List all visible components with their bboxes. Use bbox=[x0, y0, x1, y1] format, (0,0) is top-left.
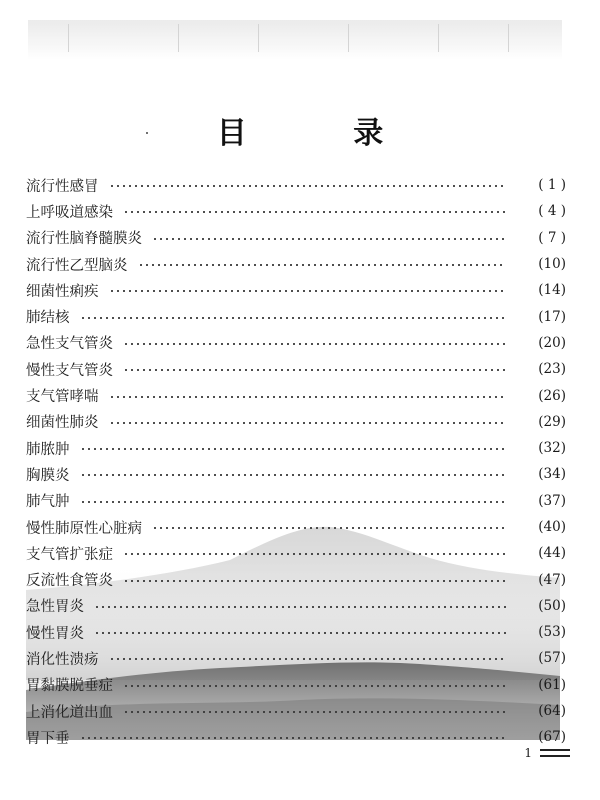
toc-entry[interactable] bbox=[26, 330, 566, 356]
toc-entry-page: ( 4 ) bbox=[538, 203, 566, 220]
toc-entry-title: 急性支气管炎 bbox=[26, 336, 113, 353]
toc-entry-title: 胃下垂 bbox=[26, 730, 70, 747]
toc-entry[interactable] bbox=[26, 303, 566, 329]
dot-leader bbox=[109, 658, 507, 660]
toc-entry-title: 上呼吸道感染 bbox=[26, 204, 113, 221]
toc-entry[interactable] bbox=[26, 724, 566, 750]
toc-entry[interactable] bbox=[26, 488, 566, 514]
toc-entry-title: 流行性感冒 bbox=[26, 178, 99, 195]
toc-entry-page: (32) bbox=[538, 440, 566, 457]
toc-entry-page: (14) bbox=[538, 282, 566, 299]
toc-entry[interactable] bbox=[26, 540, 566, 566]
dot-leader bbox=[80, 448, 507, 450]
toc-entry-title: 支气管哮喘 bbox=[26, 389, 99, 406]
dot-leader bbox=[109, 185, 507, 187]
dot-leader bbox=[123, 343, 506, 345]
toc-entry-title: 急性胃炎 bbox=[26, 599, 84, 616]
toc-entry-title: 反流性食管炎 bbox=[26, 573, 113, 590]
dot-leader bbox=[80, 474, 507, 476]
toc-entry[interactable] bbox=[26, 198, 566, 224]
page-folio bbox=[524, 746, 570, 760]
dot-leader bbox=[94, 606, 506, 608]
toc-entry-title: 胸膜炎 bbox=[26, 467, 70, 484]
toc-entry[interactable] bbox=[26, 277, 566, 303]
toc-entry[interactable] bbox=[26, 698, 566, 724]
toc-entry-page: (47) bbox=[538, 571, 566, 588]
toc-entry-title: 细菌性肺炎 bbox=[26, 415, 99, 432]
toc-entry-page: ( 7 ) bbox=[538, 229, 566, 246]
toc-entry-title: 胃黏膜脱垂症 bbox=[26, 678, 113, 695]
toc-entry[interactable] bbox=[26, 593, 566, 619]
dot-leader bbox=[123, 685, 506, 687]
toc-entry-title: 慢性支气管炎 bbox=[26, 362, 113, 379]
dot-leader bbox=[80, 317, 507, 319]
toc-entry-page: (34) bbox=[538, 466, 566, 483]
toc-entry[interactable] bbox=[26, 461, 566, 487]
toc-entry[interactable] bbox=[26, 356, 566, 382]
toc-entry-page: (20) bbox=[538, 334, 566, 351]
dot-leader bbox=[123, 211, 506, 213]
page-number: 1 bbox=[524, 746, 532, 760]
page-title: 目 录 bbox=[216, 116, 432, 151]
toc-entry[interactable] bbox=[26, 645, 566, 671]
toc-entry-title: 流行性乙型脑炎 bbox=[26, 257, 128, 274]
dot-leader bbox=[123, 711, 506, 713]
toc-entry-page: (57) bbox=[538, 650, 566, 667]
folio-rule-decoration bbox=[540, 749, 570, 757]
toc-entry-page: (10) bbox=[538, 256, 566, 273]
toc-entry[interactable] bbox=[26, 619, 566, 645]
dot-leader bbox=[123, 553, 506, 555]
dot-leader bbox=[123, 369, 506, 371]
toc-entry[interactable] bbox=[26, 251, 566, 277]
toc-entry[interactable] bbox=[26, 435, 566, 461]
toc-entry-page: (17) bbox=[538, 308, 566, 325]
toc-entry-title: 慢性胃炎 bbox=[26, 625, 84, 642]
toc-entry[interactable] bbox=[26, 566, 566, 592]
dot-leader bbox=[94, 632, 506, 634]
toc-entry[interactable] bbox=[26, 382, 566, 408]
toc-entry-page: (23) bbox=[538, 361, 566, 378]
toc-entry-page: (40) bbox=[538, 519, 566, 535]
toc-entry-page: (37) bbox=[538, 492, 566, 509]
toc-entry-title: 肺结核 bbox=[26, 310, 70, 327]
dot-leader bbox=[109, 396, 507, 398]
toc-entry[interactable] bbox=[26, 172, 566, 198]
toc-entry-title: 支气管扩张症 bbox=[26, 546, 113, 563]
toc-entry-page: (44) bbox=[538, 545, 566, 562]
dot-leader bbox=[138, 264, 507, 266]
dot-leader bbox=[123, 580, 506, 582]
toc-entry-title: 上消化道出血 bbox=[26, 704, 113, 721]
toc-entry-page: (61) bbox=[538, 676, 566, 693]
toc-entry-title: 消化性溃疡 bbox=[26, 651, 99, 668]
toc-entry-page: (53) bbox=[538, 624, 566, 641]
toc-entry[interactable] bbox=[26, 409, 566, 435]
toc-entry-page: (26) bbox=[538, 387, 566, 404]
toc-entry[interactable] bbox=[26, 672, 566, 698]
toc-entry-page: (29) bbox=[538, 413, 566, 430]
dot-leader bbox=[152, 527, 506, 529]
dot-leader bbox=[109, 290, 507, 292]
toc-entry-title: 肺脓肿 bbox=[26, 441, 70, 458]
toc-entry[interactable] bbox=[26, 514, 566, 540]
toc-entry-title: 肺气肿 bbox=[26, 494, 70, 511]
table-of-contents bbox=[26, 172, 566, 751]
toc-entry-page: (64) bbox=[538, 703, 566, 720]
dot-leader bbox=[80, 737, 507, 739]
toc-entry-page: (67) bbox=[538, 729, 566, 746]
toc-entry-title: 慢性肺原性心脏病 bbox=[26, 520, 142, 537]
toc-entry-title: 细菌性痢疾 bbox=[26, 283, 99, 300]
toc-entry-page: ( 1 ) bbox=[538, 177, 566, 194]
dot-leader bbox=[80, 501, 507, 503]
toc-entry-title: 流行性脑脊髓膜炎 bbox=[26, 231, 142, 248]
dot-leader bbox=[109, 422, 507, 424]
dot-leader bbox=[152, 238, 506, 240]
toc-entry-page: (50) bbox=[538, 597, 566, 614]
toc-entry[interactable] bbox=[26, 225, 566, 251]
